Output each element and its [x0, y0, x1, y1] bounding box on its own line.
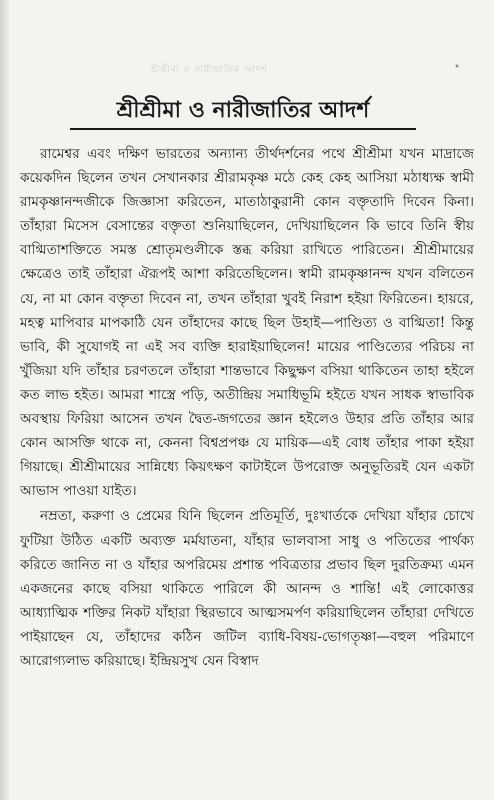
page-edge-shadow [0, 0, 10, 800]
body-text [20, 142, 474, 673]
running-head: শ্রীশ্রীমা ও নারীজাতির আদর্শ [150, 65, 268, 75]
paragraph-1: রামেশ্বর এবং দক্ষিণ ভারতের অন্যান্য তীর্থদর্শনের পথে শ্রীশ্রীমা যখন মাদ্রাজে কয়েকদিন ছিলেন তখন সেখানকার শ্রীরামকৃষ্ণ মঠে কেহ কেহ আসিয়া মঠাধ্যক্ষ স্বামী রামকৃষ্ণানন্দজীকে জিজ্ঞাসা করিতেন, মাতাঠাকুরানী কোন বক্তৃতাদি দিবেন কিনা। তাঁহারা মিসেস বেসান্তের বক্তৃতা শুনিয়াছিলেন, দেখিয়াছিলেন কি ভাবে তিনি স্বীয় বাগ্মিতাশক্তিতে সমস্ত শ্রোতৃমণ্ডলীকে স্তব্ধ করিয়া রাখিতে পারিতেন। শ্রীশ্রীমায়ের ক্ষেত্রেও তাই তাঁহারা ঐরূপই আশা করিতেছিলেন। স্বামী রামকৃষ্ণানন্দ যখন বলিতেন যে, না মা কোন বক্তৃতা দিবেন না, তখন তাঁহারা খুবই নিরাশ হইয়া ফিরিতেন। হায়রে, মহত্ব মাপিবার মাপকাঠি যেন তাঁহাদের কাছে ছিল উহাই—পাণ্ডিত্য ও বাগ্মিতা! কিন্তু ভাবি, কী সুযোগই না এই সব ব্যক্তি হারাইয়াছিলেন! মায়ের পাণ্ডিত্যের পরিচয় না খুঁজিয়া যদি তাঁহার চরণতলে তাঁহারা শান্তভাবে কিছুক্ষণ বসিয়া থাকিতেন তাহা হইলে কত লাভ হইত। আমরা শাস্ত্রে পড়ি, অতীন্দ্রিয় সমাধিভূমি হইতে যখন সাধক স্বাভাবিক অবস্থায় ফিরিয়া আসেন তখন দ্বৈত-জগতের জ্ঞান হইলেও উহার প্রতি তাঁহার আর কোন আসক্তি থাকে না, কেননা বিশ্বপ্রপঞ্চ যে মায়িক—এই বোধ তাঁহার পাকা হইয়া গিয়াছে। শ্রীশ্রীমায়ের সান্নিধ্যে কিয়ৎক্ষণ কাটাইলে উপরোক্ত অনুভূতিরই যেন একটা আভাস পাওয়া যাইত। [20, 146, 474, 500]
chapter-title: শ্রীশ্রীমা ও নারীজাতির আদর্শ [116, 97, 370, 123]
title-underline [70, 128, 416, 130]
paragraph-2: নম্রতা, করুণা ও প্রেমের যিনি ছিলেন প্রতিমূর্তি, দুঃখার্তকে দেখিয়া যাঁহার চোখে ফুটিয়া উঠিত একটি অব্যক্ত মর্মযাতনা, যাঁহার ভালবাসা সাধু ও পতিতের পার্থক্য করিতে জানিত না ও যাঁহার অপরিমেয় প্রশান্ত পবিত্রতার প্রভাব ছিল দুরতিক্রম্য এমন একজনের কাছে বসিয়া থাকিতে পারিলে কী আনন্দ ও শান্তি! এই লোকোত্তর আধ্যাত্মিক শক্তির নিকট যাঁহারা স্থিরভাবে আত্মসমর্পণ করিয়াছিলেন তাঁহারা দেখিতে পাইয়াছেন যে, তাঁহাদের কঠিন জটিল ব্যাধি-বিষয়-ভোগতৃষ্ণা—বহুল পরিমাণে আরোগ্যলাভ করিয়াছে। ইন্দ্রিয়সুখ যেন বিস্বাদ [20, 508, 474, 669]
page-corner-mark: • [454, 62, 460, 73]
